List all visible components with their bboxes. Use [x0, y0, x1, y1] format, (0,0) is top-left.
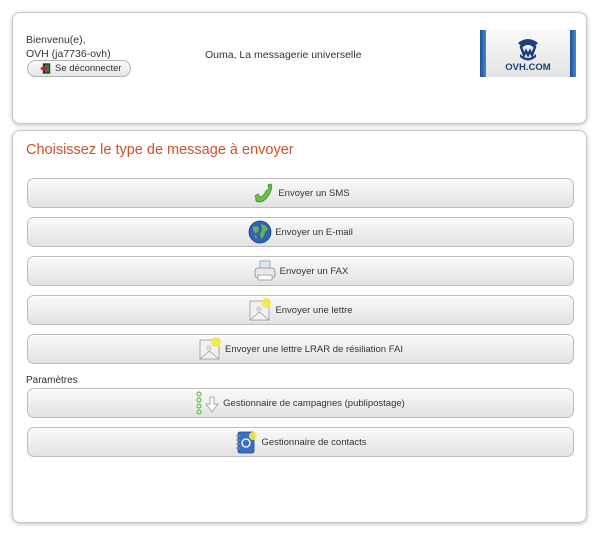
account-name: OVH (ja7736-ovh): [26, 48, 111, 60]
contact-manager-button[interactable]: [27, 427, 574, 457]
campaign-icon: [196, 391, 220, 415]
send-sms-label: Envoyer un SMS: [278, 187, 350, 199]
letter-icon: [198, 337, 222, 361]
header-panel: [12, 12, 587, 124]
logout-icon: [40, 63, 51, 74]
logo-text: OVH.COM: [505, 62, 551, 73]
main-panel: [12, 130, 587, 523]
campaign-manager-button[interactable]: [27, 388, 574, 418]
send-email-label: Envoyer un E-mail: [275, 226, 353, 238]
letter-icon: [248, 298, 272, 322]
send-letter-label: Envoyer une lettre: [275, 304, 353, 316]
campaign-manager-label: Gestionnaire de campagnes (publipostage): [223, 397, 405, 409]
logout-button[interactable]: [27, 60, 131, 77]
phone-icon: [251, 181, 275, 205]
address-book-icon: [234, 430, 258, 454]
ovh-logo-mark-icon: [515, 35, 541, 61]
welcome-text: [26, 33, 111, 61]
fax-icon: [253, 259, 277, 283]
logout-label: Se déconnecter: [55, 63, 122, 74]
send-fax-label: Envoyer un FAX: [279, 265, 349, 277]
globe-icon: [248, 220, 272, 244]
send-sms-button[interactable]: [27, 178, 574, 208]
ovh-logo[interactable]: [480, 30, 576, 77]
settings-section-label: Paramètres: [26, 375, 78, 386]
page-title: Choisissez le type de message à envoyer: [26, 142, 294, 158]
send-letter-button[interactable]: [27, 295, 574, 325]
welcome-greeting: Bienvenu(e),: [26, 34, 86, 46]
contact-manager-label: Gestionnaire de contacts: [261, 436, 367, 448]
app-tagline: Ouma, La messagerie universelle: [205, 49, 362, 61]
send-email-button[interactable]: [27, 217, 574, 247]
send-lrar-letter-button[interactable]: [27, 334, 574, 364]
send-lrar-letter-label: Envoyer une lettre LRAR de résiliation FAI: [225, 343, 403, 355]
send-fax-button[interactable]: [27, 256, 574, 286]
